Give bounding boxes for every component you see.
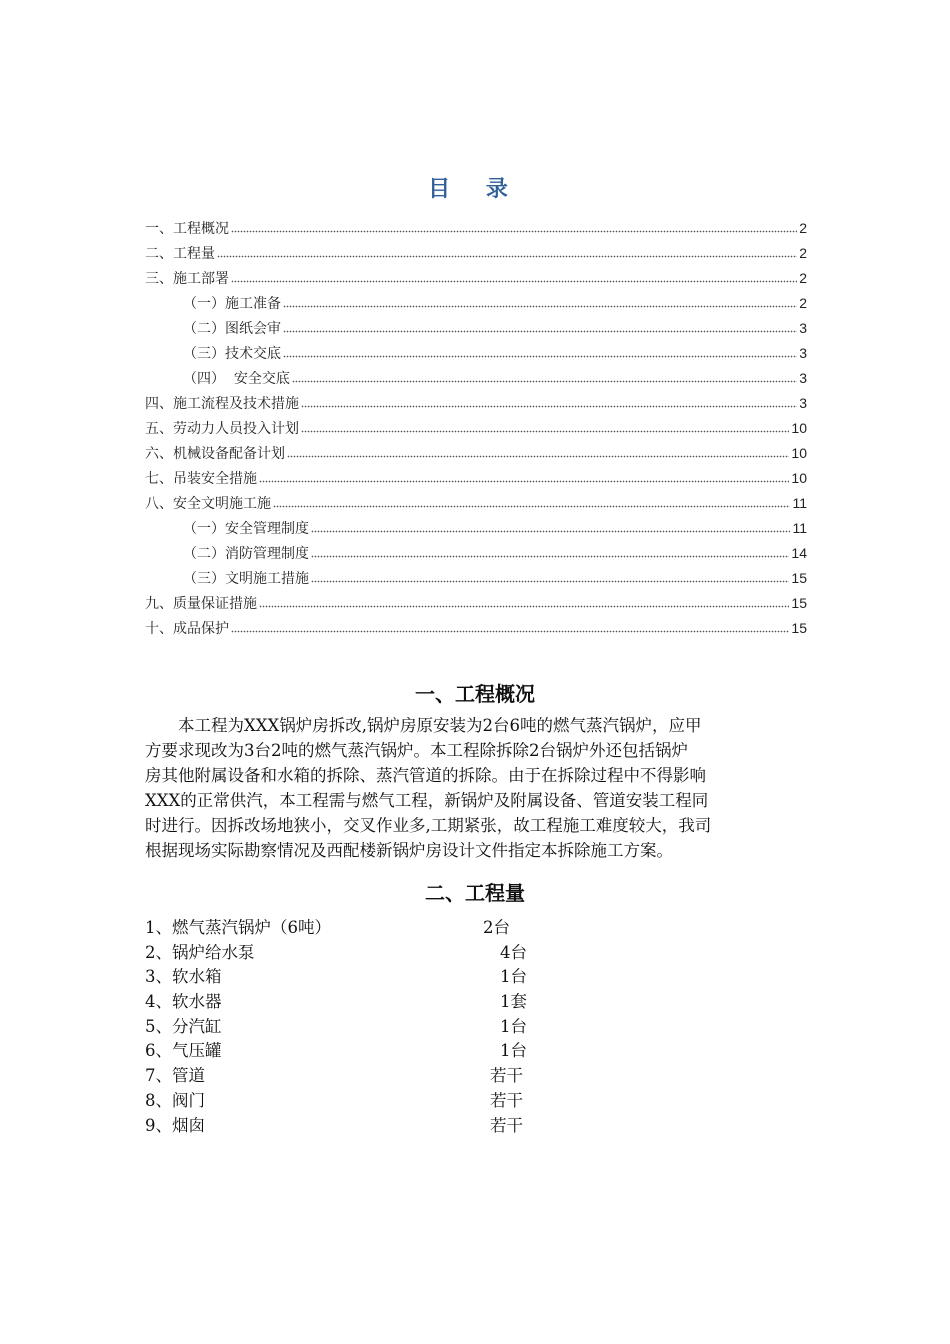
toc-leader-dots	[311, 546, 789, 558]
toc-entry[interactable]	[145, 468, 807, 493]
toc-entry-page: 15	[791, 595, 807, 611]
toc-entry[interactable]	[145, 518, 807, 543]
toc-entry-page: 11	[792, 520, 807, 536]
toc-leader-dots	[217, 246, 797, 258]
toc-entry[interactable]	[145, 568, 807, 593]
paragraph-line: 方要求现改为3台2吨的燃气蒸汽锅炉。本工程除拆除2台锅炉外还包括锅炉	[145, 741, 688, 760]
toc-entry-label: 十、成品保护	[145, 621, 229, 637]
toc-entry-label: （一）安全管理制度	[183, 521, 309, 537]
quantity-item	[145, 1112, 645, 1137]
toc-leader-dots	[259, 471, 789, 483]
quantity-item-amount: 1台	[500, 1016, 527, 1036]
toc-entry-page: 3	[799, 395, 807, 411]
toc-entry-page: 2	[799, 295, 807, 311]
quantity-item-amount: 若干	[490, 1066, 523, 1086]
quantity-item	[145, 939, 645, 964]
toc-entry[interactable]	[145, 318, 807, 343]
overview-paragraph	[145, 713, 805, 863]
quantity-item-name: 6、气压罐	[145, 1041, 222, 1061]
quantity-item	[145, 1062, 645, 1087]
toc-entry-label: 三、施工部署	[145, 271, 229, 287]
quantity-item-name: 5、分汽缸	[145, 1016, 222, 1036]
toc-leader-dots	[259, 596, 789, 608]
toc-entry[interactable]	[145, 543, 807, 568]
quantity-item-amount: 若干	[490, 1090, 523, 1110]
quantity-item-amount: 1套	[500, 992, 527, 1012]
toc-entry-label: 七、吊装安全措施	[145, 471, 257, 487]
toc-title: 目 录	[428, 176, 522, 202]
quantity-item-name: 1、燃气蒸汽锅炉（6吨）	[145, 918, 331, 937]
toc-entry-page: 3	[799, 370, 807, 386]
paragraph-line: XXX的正常供汽，本工程需与燃气工程，新锅炉及附属设备、管道安装工程同	[145, 791, 709, 810]
toc-entry[interactable]	[145, 243, 807, 268]
toc-entry-page: 2	[799, 245, 807, 261]
toc-entry[interactable]	[145, 443, 807, 468]
toc-leader-dots	[231, 271, 797, 283]
toc-entry-page: 10	[791, 420, 807, 436]
toc-entry-page: 15	[791, 570, 807, 586]
toc-entry-label: 八、安全文明施工施	[145, 496, 271, 512]
toc-entry-page: 14	[791, 545, 807, 561]
quantity-item-amount: 4台	[500, 942, 527, 962]
quantity-item-name: 9、烟囱	[145, 1115, 205, 1135]
toc-leader-dots	[283, 346, 797, 358]
toc-entry-label: （二）图纸会审	[183, 321, 281, 337]
toc-entry-page: 10	[791, 470, 807, 486]
quantity-item	[145, 988, 645, 1013]
toc-entry[interactable]	[145, 593, 807, 618]
toc-entry-label: （二）消防管理制度	[183, 546, 309, 562]
quantity-list	[145, 914, 645, 1136]
section-heading-quantities: 二、工程量	[425, 881, 525, 905]
quantity-item	[145, 914, 645, 939]
quantity-item-name: 3、软水箱	[145, 967, 222, 987]
paragraph-line: 房其他附属设备和水箱的拆除、蒸汽管道的拆除。由于在拆除过程中不得影响	[145, 766, 706, 785]
toc-entry-label: 六、机械设备配备计划	[145, 446, 285, 462]
toc-entry-label: 四、施工流程及技术措施	[145, 396, 299, 412]
toc-leader-dots	[311, 571, 789, 583]
toc-entry-page: 3	[799, 320, 807, 336]
quantity-item-amount: 1台	[500, 1041, 527, 1061]
toc-entry[interactable]	[145, 343, 807, 368]
quantity-item	[145, 1087, 645, 1112]
quantity-item-name: 8、阀门	[145, 1090, 205, 1110]
quantity-item-amount: 若干	[490, 1115, 523, 1135]
toc-entry[interactable]	[145, 618, 807, 643]
toc-entry-page: 11	[792, 495, 807, 511]
quantity-item	[145, 1037, 645, 1062]
quantity-item-amount: 1台	[500, 967, 527, 987]
paragraph-line: 时进行。因拆改场地狭小，交叉作业多,工期紧张，故工程施工难度较大，我司	[145, 816, 712, 835]
toc-entry-page: 3	[799, 345, 807, 361]
paragraph-line: 本工程为XXX锅炉房拆改,锅炉房原安装为2台6吨的燃气蒸汽锅炉，应甲	[145, 716, 702, 735]
toc-leader-dots	[231, 621, 789, 633]
section-heading-overview: 一、工程概况	[415, 682, 535, 706]
toc-entry-page: 2	[799, 220, 807, 236]
toc-leader-dots	[283, 321, 797, 333]
toc-entry[interactable]	[145, 393, 807, 418]
toc-entry-label: 九、质量保证措施	[145, 596, 257, 612]
toc-entry-page: 2	[799, 270, 807, 286]
toc-entry-label: （三）文明施工措施	[183, 571, 309, 587]
toc-entry[interactable]	[145, 293, 807, 318]
toc-entry-label: （三）技术交底	[183, 346, 281, 362]
toc-leader-dots	[311, 521, 790, 533]
toc-entry[interactable]	[145, 368, 807, 393]
quantity-item-amount: 2台	[483, 918, 510, 937]
toc-leader-dots	[273, 496, 790, 508]
toc-leader-dots	[283, 296, 797, 308]
toc-entry[interactable]	[145, 268, 807, 293]
toc-entry-label: （一）施工准备	[183, 296, 281, 312]
toc-entry-page: 10	[791, 445, 807, 461]
quantity-item	[145, 1013, 645, 1038]
toc-entry[interactable]	[145, 493, 807, 518]
toc-leader-dots	[287, 446, 789, 458]
toc-leader-dots	[231, 221, 797, 233]
toc-leader-dots	[292, 371, 797, 383]
toc-entry-label: （四） 安全交底	[183, 371, 290, 387]
toc-entry-label: 二、工程量	[145, 246, 215, 262]
toc-leader-dots	[301, 421, 789, 433]
toc-entry-label: 五、劳动力人员投入计划	[145, 421, 299, 437]
quantity-item-name: 2、锅炉给水泵	[145, 942, 255, 962]
table-of-contents	[145, 218, 807, 643]
quantity-item-name: 7、管道	[145, 1066, 205, 1086]
toc-entry-label: 一、工程概况	[145, 221, 229, 237]
quantity-item	[145, 963, 645, 988]
toc-leader-dots	[301, 396, 797, 408]
quantity-item-name: 4、软水器	[145, 992, 222, 1012]
toc-entry[interactable]	[145, 218, 807, 243]
toc-entry-page: 15	[791, 620, 807, 636]
paragraph-line: 根据现场实际勘察情况及西配楼新锅炉房设计文件指定本拆除施工方案。	[145, 841, 673, 860]
toc-entry[interactable]	[145, 418, 807, 443]
